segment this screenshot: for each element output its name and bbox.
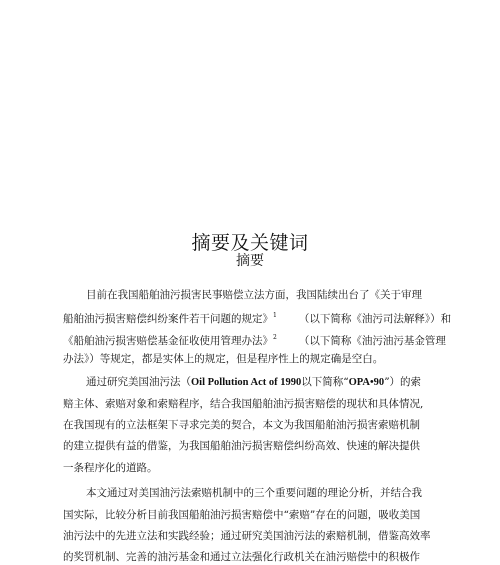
paragraph-line: 的建立提供有益的借鉴，为我国船舶油污损害赔偿纠纷高效、快速的解决提供 — [63, 440, 420, 452]
paragraph-line: 国实际，比较分析目前我国船舶油污损害赔偿中“索赔”存在的问题，吸收美国 — [63, 509, 421, 521]
paragraph-line: 办法》）等规定，都是实体上的规定，但是程序性上的规定确是空白。 — [63, 353, 384, 365]
paragraph-line: 的奖罚机制、完善的油污基金和通过立法强化行政机关在油污赔偿中的积极作 — [63, 551, 420, 563]
footnote-ref: 1 — [273, 312, 277, 319]
paragraph-line: 一条程序化的道路。 — [63, 462, 158, 474]
paragraph-text: （以下简称《油污油污基金管理 — [298, 335, 446, 347]
paragraph-text: 船舶油污损害赔偿纠纷案件若干问题的规定》 — [63, 313, 273, 325]
paragraph-line — [63, 332, 446, 347]
footnote-ref: 2 — [273, 334, 277, 341]
document-title: 摘要及关键词 — [191, 232, 309, 254]
paragraph-line — [63, 310, 451, 325]
paragraph-text: 通过研究美国油污法（ — [86, 376, 191, 388]
paragraph-line: 目前在我国船舶油污损害民事赔偿立法方面，我国陆续出台了《关于审理 — [86, 289, 422, 301]
paragraph-line: 油污法中的先进立法和实践经验；通过研究美国油污法的索赔机制，借鉴高效率 — [63, 530, 431, 542]
paragraph-line: 在我国现有的立法框架下寻求完美的契合，本文为我国船舶油污损害索赔机制 — [63, 419, 420, 431]
paragraph-text: ”）的索 — [384, 376, 422, 388]
paragraph-line: 赔主体、索赔对象和索赔程序，结合我国船舶油污损害赔偿的现状和具体情况, — [63, 398, 424, 410]
paragraph-text: 《船舶油污损害赔偿基金征收使用管理办法》 — [63, 335, 273, 347]
act-name: Oil Pollution Act of 1990 — [191, 377, 302, 388]
act-abbreviation: OPA•90 — [348, 377, 385, 388]
paragraph-text: （以下简称《油污司法解释》）和 — [298, 313, 452, 325]
paragraph-line: 本文通过对美国油污法索赔机制中的三个重要问题的理论分析，并结合我 — [86, 487, 422, 499]
section-subtitle: 摘要 — [236, 253, 264, 269]
paragraph-line — [86, 376, 421, 389]
paragraph-text: 以下简称“ — [301, 376, 349, 388]
